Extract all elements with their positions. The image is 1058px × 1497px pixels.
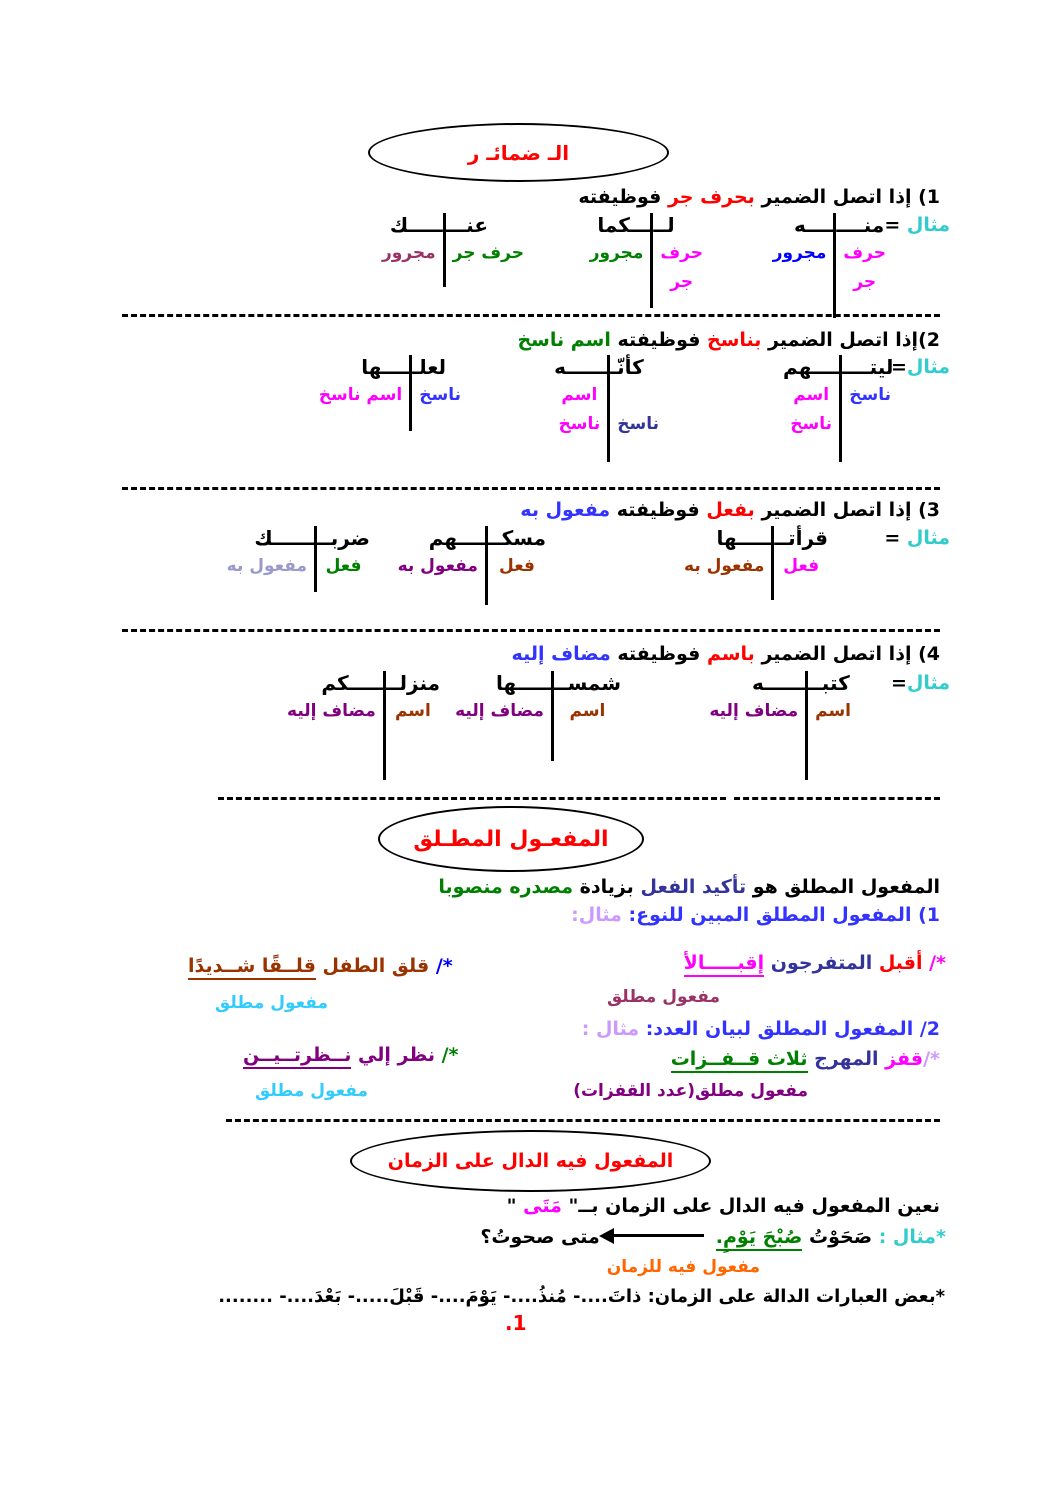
example-word-suffix: ــــهم [428, 526, 485, 550]
grammar-label-left: اسم ناسخ [318, 385, 403, 405]
count-example-right-tag: مفعول مطلق(عدد القفزات) [573, 1081, 808, 1101]
rule-2-heading [517, 327, 940, 353]
example-word-start: منزلــ [383, 671, 440, 696]
type-heading [571, 902, 940, 928]
left-arrow-icon [612, 1234, 704, 1237]
verb-word: قفز [885, 1048, 924, 1070]
star-marker: */ [434, 1044, 459, 1066]
absolute-object-title: المفعـول المطـلق [413, 826, 609, 852]
rule-3-example-2 [391, 526, 546, 605]
equals-sign: = [884, 214, 901, 236]
time-adverb-definition [507, 1193, 940, 1219]
example-label: *مثال : [878, 1226, 946, 1248]
example-word-suffix: ــــها [361, 355, 410, 379]
rule-1-example-label [884, 212, 950, 238]
rule-4-example-3 [280, 671, 440, 780]
masdar-word-underlined: نــظرتــيــن [243, 1044, 351, 1069]
absolute-object-title-oval [378, 806, 644, 872]
example-word-start: مسكــ [485, 526, 546, 551]
grammar-label-left: مفعول به [397, 556, 478, 576]
divider-line-extension [771, 580, 828, 600]
example-word-start: شمســ [551, 671, 621, 696]
grammar-label-right: اسم [551, 696, 621, 725]
rule-4-example-2 [448, 671, 621, 761]
dashed-separator [122, 629, 940, 632]
footer-number: 1. [505, 1311, 527, 1335]
grammar-label-right: حرف جر [443, 238, 531, 267]
rule-4-pre: 4) إذا اتصل الضمير [754, 643, 940, 665]
example-word-suffix: ـــــها [495, 671, 551, 695]
grammar-label-left-2 [766, 267, 834, 296]
grammar-label-right-2: جر [650, 267, 710, 296]
grammar-label-right-2: جر [833, 267, 893, 296]
grammar-label-left: مفعول به [684, 556, 765, 576]
star-marker: */ [429, 955, 453, 977]
grammar-label-left: مضاف إليه [287, 701, 376, 721]
rule-1-mid: فوظيفته [578, 186, 668, 208]
grammar-label-right: فعل [314, 551, 370, 580]
rule-4-mid: فوظيفته [610, 643, 707, 665]
grammar-label-left-2: ناسخ [558, 414, 601, 434]
grammar-label-left: مضاف إليه [709, 701, 799, 721]
definition-part-1: المفعول المطلق هو [746, 876, 940, 898]
grammar-label-right: حرف [833, 238, 893, 267]
divider-line-extension [650, 296, 710, 308]
rule-1-example-3 [375, 213, 531, 287]
type-example-left-tag: مفعول مطلق [215, 993, 329, 1013]
divider-line-extension [314, 580, 370, 592]
count-heading [582, 1016, 940, 1042]
verb-word: صَحَوْتُ [802, 1226, 879, 1248]
divider-line-extension [443, 267, 531, 287]
example-word-suffix: ــــــه [751, 671, 806, 695]
rule-4-heading [512, 641, 940, 667]
grammar-label-right: ناسخ [839, 380, 898, 409]
verb-word: أقبل [878, 952, 923, 974]
grammar-label-right-2 [839, 409, 898, 438]
equals-sign: = [884, 527, 901, 549]
pronouns-title: الـ ضمائـ ر [467, 140, 570, 165]
rule-3-example-label [884, 525, 950, 551]
rule-2-key: بناسخ [707, 329, 762, 351]
divider-line-extension [551, 725, 621, 761]
dashed-separator [226, 1119, 940, 1122]
type-example-right-tag: مفعول مطلق [606, 987, 720, 1007]
definition-key-word: مَتَى [523, 1195, 562, 1217]
grammar-label-right-2: ناسخ [607, 409, 666, 438]
rule-1-example-2 [583, 213, 710, 308]
masdar-word-underlined: قلــقًا شــديدًا [188, 955, 316, 980]
rule-3-heading [520, 497, 940, 523]
grammar-label-left-2: ناسخ [790, 414, 832, 434]
definition-part-2: تأكيد الفعل [640, 876, 747, 898]
subject-word: المتفرجون [764, 952, 879, 974]
example-word-suffix: ــــه [793, 213, 834, 237]
grammar-label-left: مضاف إليه [455, 701, 544, 721]
sentence-start: قلق الطفل [315, 955, 430, 977]
time-adverb-example [480, 1224, 946, 1250]
example-label: مثال [906, 214, 950, 236]
example-word-suffix: ـــــك [389, 213, 443, 237]
rule-4-key: باسم [706, 643, 755, 665]
count-example-right [671, 1046, 940, 1072]
equals-sign: = [890, 356, 907, 378]
rule-2-example-2 [552, 355, 667, 462]
grammar-label-right: اسم [805, 696, 858, 725]
subject-word: المهرج [807, 1048, 886, 1070]
rule-2-example-3 [312, 355, 468, 431]
grammar-label-right [607, 380, 666, 409]
divider-line-extension [839, 438, 898, 462]
rule-2-tail: اسم ناسخ [517, 329, 611, 351]
rule-1-pre: 1) إذا اتصل الضمير [754, 186, 940, 208]
example-word-suffix: ـــكما [597, 213, 651, 237]
count-heading-text: 2/ المفعول المطلق لبيان العدد: [639, 1018, 940, 1040]
divider-line-extension [805, 725, 858, 780]
rule-1-key: بحرف جر [667, 186, 755, 208]
divider-line-extension [485, 580, 546, 605]
example-word-suffix: ــــــك [254, 526, 315, 550]
time-adverb-example-tag: مفعول فيه للزمان [606, 1257, 760, 1277]
rule-3-example-3 [220, 526, 370, 592]
type-example-right [684, 950, 946, 976]
rule-4-example-label [891, 670, 950, 696]
rule-2-example-1 [783, 355, 898, 462]
masdar-word-underlined: ثلاث قــفــزات [671, 1048, 808, 1073]
grammar-label-left: اسم [793, 385, 830, 405]
example-word-suffix: ــــهم [783, 355, 840, 379]
divider-line-extension [409, 409, 468, 431]
rule-3-example-1 [677, 526, 828, 600]
rule-3-tail: مفعول به [520, 499, 611, 521]
type-example-left [188, 953, 453, 979]
rule-4-example-1 [702, 671, 858, 780]
grammar-label-right: اسم [383, 696, 440, 725]
example-label: مثال [906, 527, 950, 549]
grammar-label-left: مجرور [381, 243, 436, 263]
rule-2-example-label [891, 354, 950, 380]
example-word-start: كأنّـ [607, 355, 666, 380]
time-adverb-title-oval [350, 1130, 711, 1192]
example-word-start: كتبــ [805, 671, 858, 696]
grammar-label-left-2 [583, 267, 651, 296]
example-word-suffix: ــــــه [554, 355, 608, 379]
rule-3-mid: فوظيفته [610, 499, 707, 521]
example-word-start: عنـــ [443, 213, 531, 238]
star-marker: */ [922, 952, 946, 974]
example-word-start: منــــ [833, 213, 893, 238]
grammar-label-left: مجرور [589, 243, 644, 263]
example-word-start: لــ [650, 213, 710, 238]
count-example-left [243, 1042, 458, 1068]
type-heading-text: 1) المفعول المطلق المبين للنوع: [621, 904, 940, 926]
masdar-word-underlined: إقبـــــالأ [684, 952, 764, 977]
rule-1-heading [578, 184, 940, 210]
example-label: مثال [906, 672, 950, 694]
example-word-start: قرأتــ [771, 526, 828, 551]
grammar-label-right: حرف [650, 238, 710, 267]
example-word-start: ضربــ [314, 526, 370, 551]
star-marker: */ [923, 1048, 940, 1070]
example-word-start: لعلـ [409, 355, 468, 380]
rule-3-pre: 3) إذا اتصل الضمير [754, 499, 940, 521]
sentence-start: نظر إلي [351, 1044, 435, 1066]
dashed-separator [218, 797, 726, 800]
rule-1-example-1 [766, 213, 893, 318]
time-phrase-underlined: صُبْحَ يَوْمٍ. [716, 1226, 803, 1251]
definition-pre: نعين المفعول فيه الدال على الزمان بــ" [561, 1195, 940, 1217]
absolute-object-definition [438, 874, 940, 900]
divider-line-extension [383, 725, 440, 780]
divider-line-extension [607, 438, 666, 462]
rule-3-key: بفعل [706, 499, 755, 521]
definition-part-3: بزيادة [573, 876, 641, 898]
time-adverb-title: المفعول فيه الدال على الزمان [387, 1150, 674, 1172]
time-phrases-list: *بعض العبارات الدالة على الزمان: ذاتَ....- مُنذُ....- يَوْمَ....- قَبْلَ.....- بَعْدَ....- ........ [218, 1286, 945, 1307]
example-label: مثال [906, 356, 950, 378]
rule-4-tail: مضاف إليه [511, 643, 611, 665]
grammar-label-right: فعل [485, 551, 546, 580]
grammar-label-right: فعل [771, 551, 828, 580]
grammar-label-left: اسم [561, 385, 598, 405]
example-word-suffix: ـــــها [716, 526, 772, 550]
pronouns-title-oval [368, 123, 669, 182]
grammar-label-left: مفعول به [226, 556, 308, 576]
dashed-separator [122, 314, 940, 317]
question-text: متى صحوتُ؟ [480, 1226, 600, 1248]
count-example-left-tag: مفعول مطلق [255, 1081, 369, 1101]
example-word-suffix: ـــــكم [321, 671, 383, 695]
definition-part-4: مصدره منصوبا [438, 876, 574, 898]
dashed-separator [734, 797, 940, 800]
example-word-start: ليتــــ [839, 355, 898, 380]
type-heading-example-word: مثال: [571, 904, 622, 926]
definition-post: " [506, 1195, 524, 1217]
rule-2-mid: فوظيفته [610, 329, 708, 351]
dashed-separator [122, 487, 940, 490]
grammar-label-left: مجرور [772, 243, 827, 263]
rule-2-pre: 2)إذا اتصل الضمير [761, 329, 940, 351]
grammar-label-right: ناسخ [409, 380, 468, 409]
count-heading-example-word: مثال : [581, 1018, 640, 1040]
equals-sign: = [890, 672, 907, 694]
